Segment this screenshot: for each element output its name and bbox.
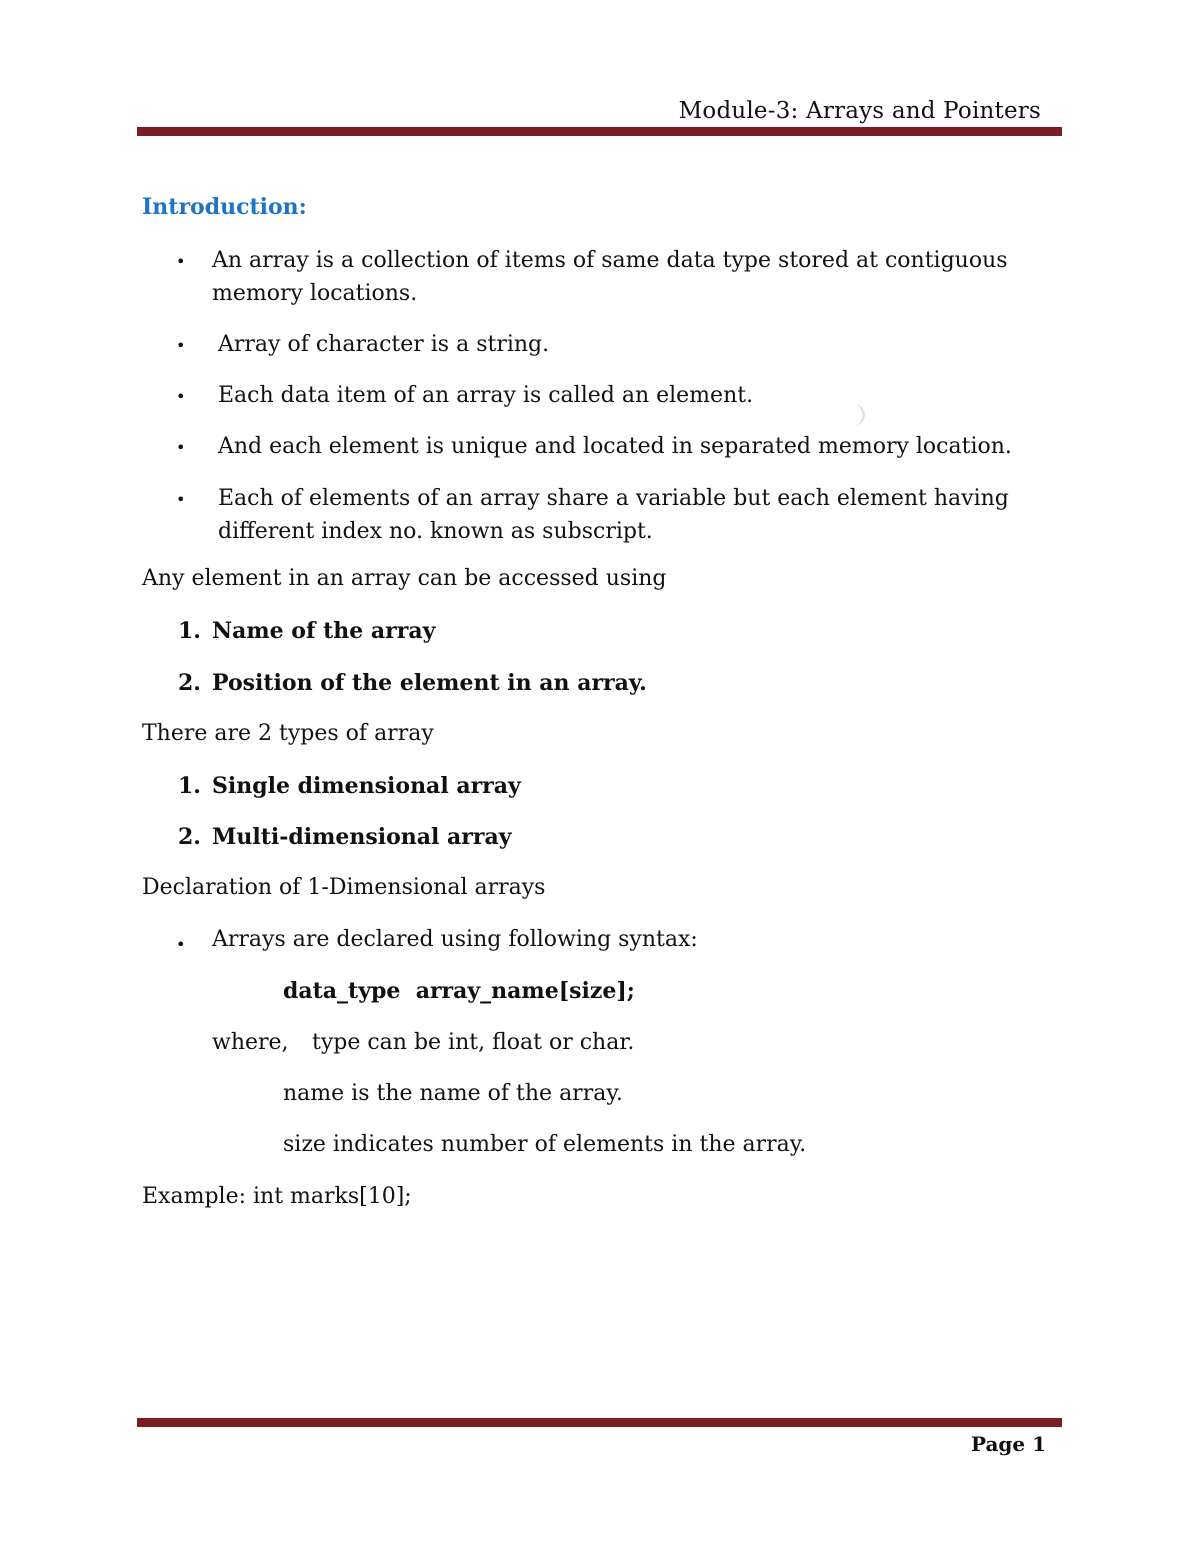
declaration-bullet: Arrays are declared using following syntax:: [212, 927, 698, 952]
intro-heading: Introduction:: [142, 194, 307, 220]
list-number: 2.: [178, 670, 201, 696]
bullet-icon: •: [176, 387, 186, 406]
list-number: 1.: [178, 773, 201, 799]
where-label: where,: [212, 1030, 289, 1055]
faint-mark: [848, 404, 865, 426]
header-rule: [137, 127, 1062, 136]
list-number: 2.: [178, 824, 201, 850]
bullet-icon: •: [176, 336, 186, 355]
syntax-line: data_type array_name[size];: [283, 978, 635, 1004]
declaration-heading: Declaration of 1-Dimensional arrays: [142, 875, 546, 900]
page-number: Page 1: [970, 1432, 1046, 1456]
intro-bullet: An array is a collection of items of same data type stored at contiguous memory locations.: [212, 248, 1008, 306]
footer-rule: [137, 1418, 1062, 1427]
access-item: Position of the element in an array.: [212, 670, 647, 696]
types-item: Multi-dimensional array: [212, 824, 512, 850]
access-lead: Any element in an array can be accessed using: [142, 566, 667, 591]
bullet-icon: •: [176, 935, 186, 954]
header-title: Module-3: Arrays and Pointers: [678, 98, 1041, 124]
bullet-icon: •: [176, 490, 186, 509]
bullet-icon: •: [176, 438, 186, 457]
list-number: 1.: [178, 618, 201, 644]
types-lead: There are 2 types of array: [142, 721, 434, 746]
intro-bullet: And each element is unique and located in separated memory location.: [218, 434, 1012, 459]
where-type: type can be int, float or char.: [312, 1030, 635, 1055]
types-item: Single dimensional array: [212, 773, 521, 799]
access-item: Name of the array: [212, 618, 436, 644]
where-name: name is the name of the array.: [283, 1081, 623, 1106]
intro-bullet: Each of elements of an array share a variable but each element having different index no. known as subscript.: [218, 486, 1009, 544]
intro-bullet: Array of character is a string.: [218, 332, 550, 357]
where-size: size indicates number of elements in the array.: [283, 1132, 807, 1157]
bullet-icon: •: [176, 252, 186, 271]
intro-bullet: Each data item of an array is called an element.: [218, 383, 754, 408]
example-line: Example: int marks[10];: [142, 1184, 412, 1209]
